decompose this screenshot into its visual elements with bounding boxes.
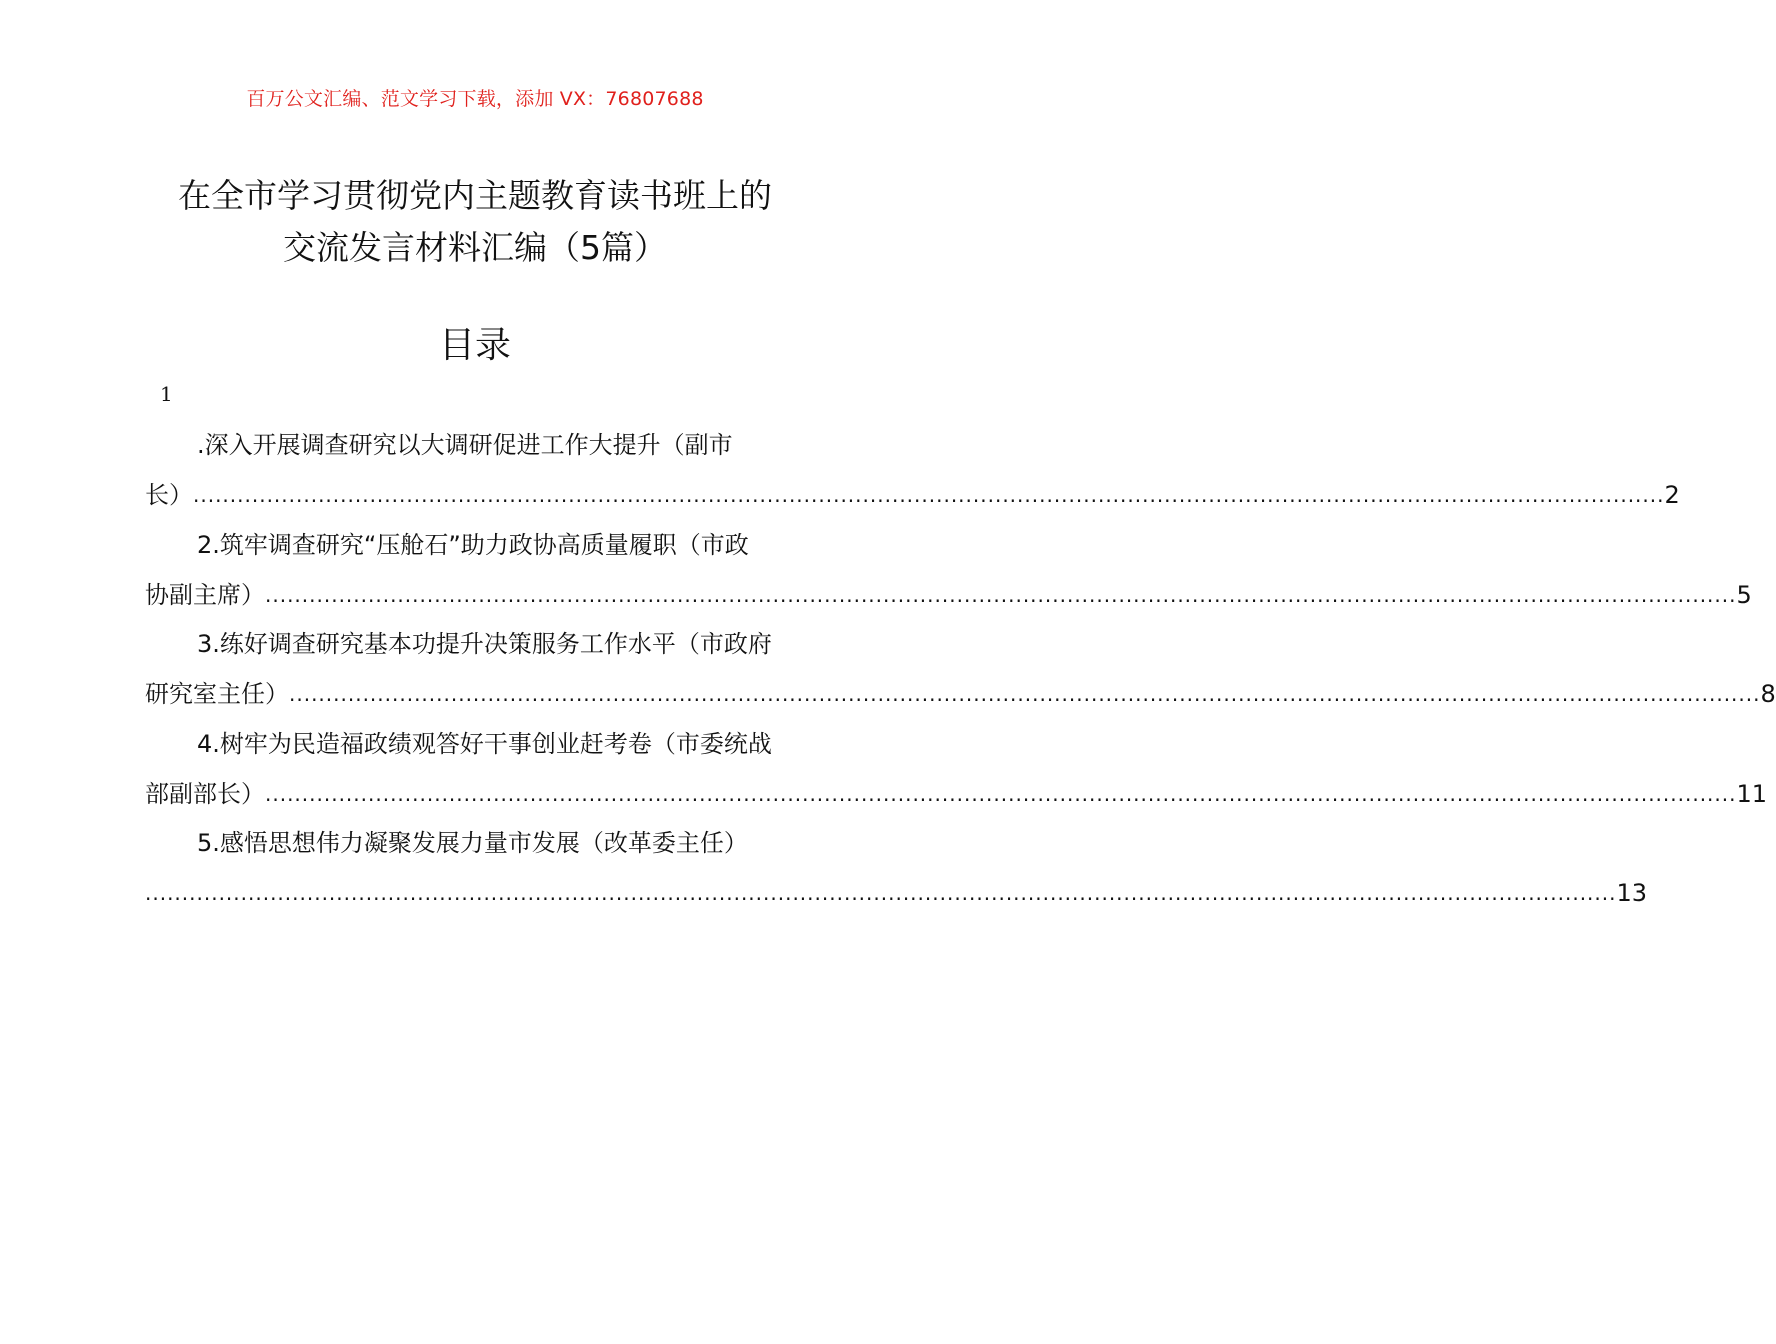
title-line-2: 交流发言材料汇编（5篇） [283,228,667,267]
dot-leader: ........................................................................................................................................................................................................ [145,881,1617,905]
toc-entry-5[interactable] [145,818,1648,918]
dot-leader: ........................................................................................................................................................................................................ [289,682,1761,706]
toc-page-number: 11 [1736,779,1768,808]
dot-leader: ........................................................................................................................................................................................................ [265,781,1737,806]
toc-entry-continuation [145,669,1776,719]
toc-entry-1[interactable] [145,420,1680,520]
toc-entry-continuation [145,570,1752,620]
toc-entry-title: 2.筑牢调查研究“压舱石”助力政协高质量履职（市政 [197,530,749,559]
table-of-contents [145,420,1776,918]
toc-entry-2[interactable] [145,520,1752,620]
toc-page-number: 5 [1736,580,1752,609]
toc-page-number: 13 [1616,879,1648,907]
stray-marker: 1 [160,382,173,406]
document-title [0,170,950,274]
dot-leader: ........................................................................................................................................................................................................ [193,483,1665,507]
toc-entry-title: .深入开展调查研究以大调研促进工作大提升（副市 [197,431,733,459]
toc-page-number: 8 [1760,680,1776,708]
toc-entry-title-tail: 协副主席） [145,580,265,609]
toc-entry-title: 4.树牢为民造福政绩观答好干事创业赶考卷（市委统战 [197,729,772,758]
title-line-1: 在全市学习贯彻党内主题教育读书班上的 [178,176,772,215]
toc-heading: 目录 [438,325,511,366]
toc-entry-title: 5.感悟思想伟力凝聚发展力量市发展（改革委主任） [197,829,748,857]
toc-entry-continuation [145,868,1648,918]
toc-entry-3[interactable] [145,619,1776,719]
toc-entry-title: 3.练好调查研究基本功提升决策服务工作水平（市政府 [197,630,772,658]
toc-page-number: 2 [1664,481,1680,509]
toc-entry-title-tail: 研究室主任） [145,680,289,708]
toc-entry-continuation [145,769,1768,819]
toc-entry-title-tail: 长） [145,481,193,509]
dot-leader: ........................................................................................................................................................................................................ [265,582,1737,607]
toc-entry-4[interactable] [145,719,1768,819]
toc-entry-title-tail: 部副部长） [145,779,265,808]
toc-entry-continuation [145,470,1680,520]
header-watermark: 百万公文汇编、范文学习下载，添加 VX：76807688 [246,88,704,110]
